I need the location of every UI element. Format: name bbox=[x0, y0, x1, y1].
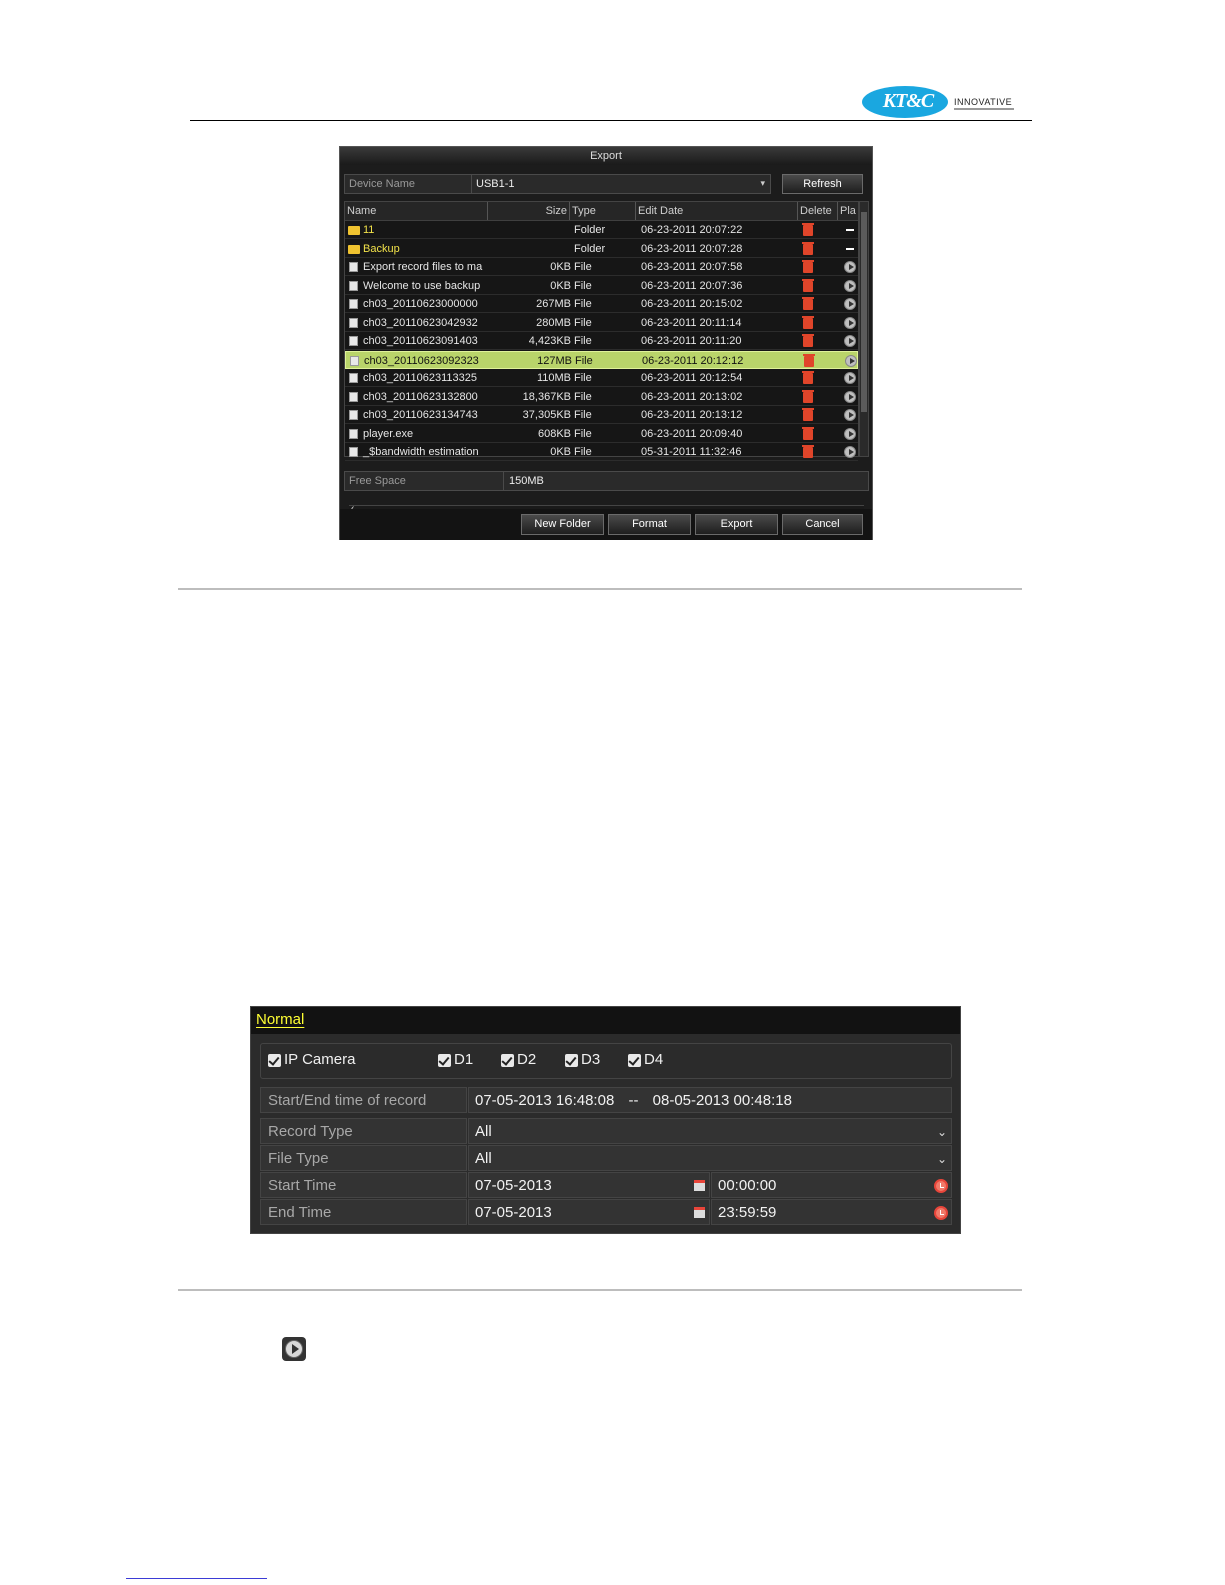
scroll-thumb[interactable] bbox=[861, 212, 867, 412]
cell-edit-date: 06-23-2011 20:11:20 bbox=[641, 335, 742, 347]
d2-label: D2 bbox=[517, 1051, 537, 1068]
cell-size: 0KB bbox=[550, 261, 571, 273]
cell-type: File bbox=[574, 390, 592, 403]
device-select[interactable] bbox=[471, 174, 771, 194]
trash-icon[interactable] bbox=[803, 299, 813, 310]
table-row[interactable] bbox=[345, 258, 858, 276]
tab-normal[interactable]: Normal bbox=[256, 1011, 305, 1028]
play-icon[interactable] bbox=[844, 428, 856, 440]
cell-name: Backup bbox=[363, 242, 400, 255]
cell-size: 280MB bbox=[536, 316, 571, 329]
d3-checkbox[interactable] bbox=[565, 1054, 578, 1067]
cell-type: File bbox=[574, 446, 592, 458]
record-span-label: Start/End time of record bbox=[260, 1087, 467, 1113]
cell-edit-date: 06-23-2011 20:13:02 bbox=[641, 390, 743, 403]
cell-size: 4,423KB bbox=[528, 335, 571, 347]
cell-size: 127MB bbox=[537, 354, 572, 367]
cell-edit-date: 06-23-2011 20:15:02 bbox=[641, 298, 743, 310]
cell-edit-date: 06-23-2011 20:09:40 bbox=[641, 427, 743, 440]
play-icon[interactable] bbox=[844, 261, 856, 273]
clock-icon[interactable] bbox=[934, 1206, 948, 1220]
table-row[interactable] bbox=[345, 314, 858, 332]
start-time-row bbox=[260, 1172, 952, 1198]
cell-name: Export record files to ma bbox=[363, 261, 483, 273]
header-rule bbox=[190, 120, 1032, 121]
cell-edit-date: 06-23-2011 20:13:12 bbox=[641, 409, 743, 421]
cell-name: Welcome to use backup bbox=[363, 279, 481, 292]
table-row[interactable] bbox=[345, 443, 858, 461]
trash-icon[interactable] bbox=[803, 318, 813, 329]
end-clock-value: 23:59:59 bbox=[718, 1204, 777, 1221]
export-button[interactable]: Export bbox=[695, 514, 778, 535]
play-icon[interactable] bbox=[844, 298, 856, 310]
logo-text: KT&C bbox=[882, 90, 934, 112]
file-icon bbox=[350, 356, 359, 366]
play-icon[interactable] bbox=[844, 391, 856, 403]
file-icon bbox=[349, 336, 358, 346]
cell-type: File bbox=[574, 409, 592, 421]
footer-link-underline[interactable] bbox=[126, 1578, 267, 1579]
cell-size: 37,305KB bbox=[522, 409, 571, 421]
trash-icon[interactable] bbox=[803, 429, 813, 440]
table-row[interactable] bbox=[345, 406, 858, 424]
record-start: 07-05-2013 16:48:08 bbox=[475, 1092, 615, 1109]
col-size[interactable]: Size bbox=[488, 202, 570, 220]
trash-icon[interactable] bbox=[803, 262, 813, 273]
chevron-down-icon: ⌄ bbox=[936, 1152, 947, 1166]
play-icon[interactable] bbox=[844, 446, 856, 458]
cell-edit-date: 06-23-2011 20:07:22 bbox=[641, 224, 743, 236]
cell-type: Folder bbox=[574, 242, 606, 255]
cell-type: File bbox=[574, 279, 592, 292]
record-type-value: All bbox=[475, 1123, 492, 1140]
cell-name: ch03_20110623042932 bbox=[363, 316, 478, 329]
record-type-row bbox=[260, 1118, 952, 1144]
col-play[interactable]: Pla bbox=[840, 205, 856, 217]
table-row[interactable] bbox=[345, 425, 858, 443]
play-icon[interactable] bbox=[844, 280, 856, 292]
cell-size: 110MB bbox=[536, 372, 571, 384]
table-row[interactable] bbox=[345, 240, 858, 258]
d4-label: D4 bbox=[644, 1051, 664, 1068]
record-span-value bbox=[468, 1087, 952, 1113]
cell-type: File bbox=[575, 354, 593, 367]
col-type[interactable]: Type bbox=[570, 202, 636, 220]
cell-size: 0KB bbox=[550, 446, 571, 458]
trash-icon[interactable] bbox=[803, 373, 813, 384]
record-search-panel bbox=[250, 1006, 961, 1234]
record-type-label: Record Type bbox=[260, 1118, 467, 1144]
start-time-label: Start Time bbox=[260, 1172, 467, 1198]
file-type-value: All bbox=[475, 1150, 492, 1167]
chevron-down-icon: ▾ bbox=[760, 178, 765, 188]
chevron-down-icon: ⌄ bbox=[936, 1125, 947, 1139]
cell-size bbox=[491, 221, 571, 239]
start-date-field[interactable] bbox=[468, 1172, 710, 1198]
d4-checkbox[interactable] bbox=[628, 1054, 641, 1067]
trash-icon[interactable] bbox=[803, 225, 813, 236]
record-span-row bbox=[260, 1087, 952, 1113]
end-time-label: End Time bbox=[260, 1199, 467, 1225]
trash-icon[interactable] bbox=[803, 447, 813, 458]
cell-type: File bbox=[574, 261, 592, 273]
free-space-field bbox=[344, 471, 869, 491]
trash-icon[interactable] bbox=[803, 392, 813, 403]
file-icon bbox=[349, 429, 358, 439]
file-icon bbox=[349, 373, 358, 383]
table-header bbox=[345, 202, 858, 221]
file-icon bbox=[349, 447, 358, 457]
record-end: 08-05-2013 00:48:18 bbox=[652, 1092, 792, 1109]
end-date-value: 07-05-2013 bbox=[475, 1204, 552, 1221]
file-icon bbox=[349, 392, 358, 402]
play-icon bbox=[282, 1337, 306, 1361]
trash-icon[interactable] bbox=[803, 244, 813, 255]
d3-label: D3 bbox=[581, 1051, 601, 1068]
file-icon bbox=[349, 281, 358, 291]
cell-edit-date: 06-23-2011 20:07:36 bbox=[641, 279, 743, 292]
cell-name: ch03_20110623000000 bbox=[363, 298, 478, 310]
section-divider bbox=[178, 1289, 1022, 1291]
play-icon[interactable] bbox=[845, 355, 857, 367]
file-type-select[interactable] bbox=[468, 1145, 952, 1171]
table-row[interactable] bbox=[345, 221, 858, 239]
file-table bbox=[344, 201, 859, 457]
cell-name: ch03_20110623134743 bbox=[363, 409, 478, 421]
play-icon[interactable] bbox=[844, 335, 856, 347]
record-type-select[interactable] bbox=[468, 1118, 952, 1144]
format-button[interactable]: Format bbox=[608, 514, 691, 535]
ip-camera-label: IP Camera bbox=[284, 1051, 356, 1068]
device-name-label: Device Name bbox=[349, 178, 416, 190]
end-date-field[interactable] bbox=[468, 1199, 710, 1225]
table-row[interactable] bbox=[345, 277, 858, 295]
file-icon bbox=[349, 262, 358, 272]
start-clock-field[interactable] bbox=[711, 1172, 952, 1198]
trash-icon[interactable] bbox=[803, 281, 813, 292]
file-icon bbox=[349, 299, 358, 309]
d1-label: D1 bbox=[454, 1051, 474, 1068]
free-space-label: Free Space bbox=[349, 475, 406, 487]
export-title: Export bbox=[340, 147, 872, 165]
cell-size bbox=[491, 240, 571, 258]
folder-icon bbox=[348, 226, 360, 235]
d2-checkbox[interactable] bbox=[501, 1054, 514, 1067]
refresh-button[interactable]: Refresh bbox=[782, 174, 863, 194]
col-edit-date[interactable]: Edit Date bbox=[636, 202, 798, 220]
logo-tagline: INNOVATIVE bbox=[954, 97, 1013, 107]
end-clock-field[interactable] bbox=[711, 1199, 952, 1225]
cell-edit-date: 06-23-2011 20:12:54 bbox=[641, 372, 743, 384]
cell-size: 18,367KB bbox=[522, 390, 571, 403]
cell-edit-date: 05-31-2011 11:32:46 bbox=[641, 446, 742, 458]
play-icon[interactable] bbox=[844, 317, 856, 329]
calendar-icon[interactable] bbox=[694, 1207, 705, 1218]
clock-icon[interactable] bbox=[934, 1179, 948, 1193]
col-delete[interactable]: Delete bbox=[798, 202, 838, 220]
free-space-value: 150MB bbox=[509, 475, 544, 487]
cell-edit-date: 06-23-2011 20:11:14 bbox=[641, 316, 742, 329]
dash-icon bbox=[846, 248, 854, 250]
cell-size: 0KB bbox=[550, 279, 571, 292]
table-row[interactable] bbox=[345, 351, 858, 369]
cell-name: ch03_20110623092323 bbox=[364, 354, 479, 367]
file-icon bbox=[349, 318, 358, 328]
cell-edit-date: 06-23-2011 20:07:58 bbox=[641, 261, 743, 273]
tab-bar bbox=[251, 1007, 960, 1034]
cancel-button[interactable]: Cancel bbox=[782, 514, 863, 535]
start-clock-value: 00:00:00 bbox=[718, 1177, 777, 1194]
cell-type: Folder bbox=[574, 224, 606, 236]
cell-size: 267MB bbox=[536, 298, 571, 310]
kt-c-logo bbox=[862, 86, 1022, 120]
play-icon[interactable] bbox=[844, 409, 856, 421]
section-divider bbox=[178, 588, 1022, 590]
dash-icon bbox=[846, 229, 854, 231]
cell-type: File bbox=[574, 427, 592, 440]
cell-name: 11 bbox=[363, 224, 375, 236]
new-folder-button[interactable]: New Folder bbox=[521, 514, 604, 535]
file-type-row bbox=[260, 1145, 952, 1171]
cell-name: ch03_20110623132800 bbox=[363, 390, 478, 403]
d1-checkbox[interactable] bbox=[438, 1054, 451, 1067]
cell-edit-date: 06-23-2011 20:07:28 bbox=[641, 242, 743, 255]
ip-camera-checkbox[interactable] bbox=[268, 1054, 281, 1067]
file-type-label: File Type bbox=[260, 1145, 467, 1171]
vertical-scrollbar[interactable] bbox=[859, 201, 869, 457]
cell-type: File bbox=[574, 298, 592, 310]
start-date-value: 07-05-2013 bbox=[475, 1177, 552, 1194]
table-row[interactable] bbox=[345, 295, 858, 313]
cell-size: 608KB bbox=[537, 427, 571, 440]
table-row[interactable] bbox=[345, 369, 858, 387]
camera-selection bbox=[260, 1043, 952, 1079]
file-icon bbox=[349, 410, 358, 420]
export-window bbox=[339, 146, 873, 540]
cell-type: File bbox=[574, 372, 592, 384]
table-row[interactable] bbox=[345, 388, 858, 406]
trash-icon[interactable] bbox=[804, 356, 814, 367]
trash-icon[interactable] bbox=[803, 410, 813, 421]
cell-name: ch03_20110623091403 bbox=[363, 335, 478, 347]
cell-name: ch03_20110623113325 bbox=[363, 372, 477, 384]
cell-name: player.exe bbox=[363, 427, 414, 440]
folder-icon bbox=[348, 245, 360, 254]
device-select-value: USB1-1 bbox=[476, 178, 515, 190]
cell-type: File bbox=[574, 316, 592, 329]
play-icon[interactable] bbox=[844, 372, 856, 384]
record-sep: -- bbox=[628, 1092, 639, 1109]
col-name[interactable]: Name bbox=[345, 202, 488, 220]
trash-icon[interactable] bbox=[803, 336, 813, 347]
cell-name: _$bandwidth estimation bbox=[363, 446, 479, 458]
calendar-icon[interactable] bbox=[694, 1180, 705, 1191]
cell-type: File bbox=[574, 335, 592, 347]
table-row[interactable] bbox=[345, 332, 858, 350]
end-time-row bbox=[260, 1199, 952, 1225]
cell-edit-date: 06-23-2011 20:12:12 bbox=[642, 354, 744, 367]
